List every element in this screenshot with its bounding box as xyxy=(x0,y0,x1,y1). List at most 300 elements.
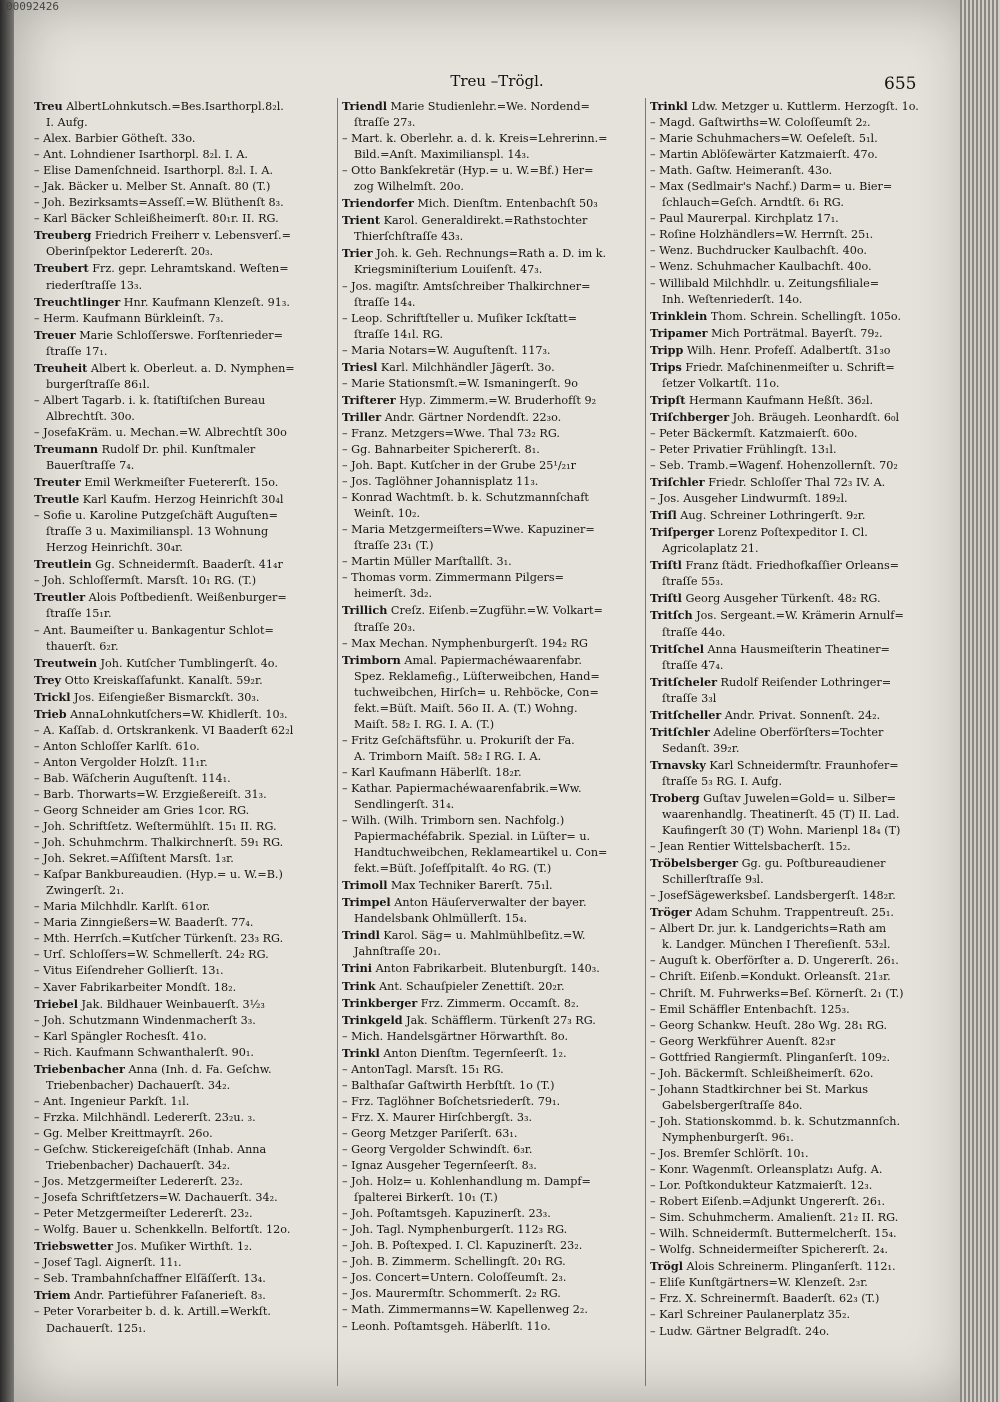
directory-entry xyxy=(650,491,946,507)
entry-surname: Tritſcheler xyxy=(650,674,717,689)
entry-text: ſtraſſe 23₁ (T.) xyxy=(354,539,434,553)
directory-entry xyxy=(34,980,330,996)
entry-text: Creſz. Eiſenb.=Zugführ.=W. Volkart= xyxy=(387,604,603,618)
entry-text: – Frz. X. Maurer Hirſchbergſt. 3₃. xyxy=(342,1110,533,1124)
entry-text: – Joh. Bäckermſt. Schleißheimerſt. 62o. xyxy=(650,1066,874,1080)
directory-entry xyxy=(650,1210,946,1226)
entry-text: AlbertLohnkutsch.=Bes.Isarthorpl.8₂l. xyxy=(62,100,284,113)
entry-text: – Sim. Schuhmcherm. Amalienſt. 21₂ II. RG. xyxy=(650,1211,899,1225)
directory-entry xyxy=(342,829,638,845)
entry-text: – Martin Ablöſewärter Katzmaierſt. 47o. xyxy=(650,148,878,162)
directory-entry xyxy=(650,227,946,243)
entry-text: Jos. Muſiker Wirthſt. 1₂. xyxy=(113,1240,253,1254)
directory-entry xyxy=(34,655,330,672)
entry-text: – Joh. Holz= u. Kohlenhandlung m. Dampf= xyxy=(342,1175,591,1189)
column-3 xyxy=(650,98,946,1340)
directory-entry xyxy=(342,1110,638,1126)
directory-entry xyxy=(342,717,638,733)
entry-text: ſtraſſe 15₁r. xyxy=(46,607,112,621)
directory-entry xyxy=(650,1050,946,1066)
entry-text: – Urſ. Schloſſers=W. Schmellerſt. 24₂ RG. xyxy=(34,948,269,962)
entry-surname: Tritſcheller xyxy=(650,707,722,722)
directory-entry xyxy=(342,1190,638,1206)
directory-entry xyxy=(34,491,330,508)
entry-text: – Wenz. Buchdrucker Kaulbachſt. 40o. xyxy=(650,244,867,258)
entry-text: – Karl Schreiner Paulanerplatz 35₂. xyxy=(650,1308,851,1322)
entry-text: – A. Kaſſab. d. Ortskrankenk. VI Baaderſt 62₂l xyxy=(34,723,294,737)
entry-text: – Thomas vorm. Zimmermann Pilgers= xyxy=(342,571,564,585)
directory-entry xyxy=(342,813,638,829)
entry-text: – Joh. Bapt. Kutſcher in der Grube 25¹/₂₁r xyxy=(342,459,576,473)
entry-surname: Triſchberger xyxy=(650,409,730,424)
directory-entry xyxy=(34,393,330,409)
entry-text: – Wenz. Schuhmacher Kaulbachſt. 40o. xyxy=(650,260,872,274)
directory-entry xyxy=(34,344,330,360)
entry-text: – Seb. Tramb.=Wagenf. Hohenzollernſt. 70₂ xyxy=(650,459,898,473)
directory-entry xyxy=(34,244,330,260)
directory-entry xyxy=(34,1061,330,1078)
directory-entry xyxy=(650,524,946,541)
entry-text: Friedrich Freiherr v. Lebensverſ.= xyxy=(91,229,291,243)
entry-text: – Jean Rentier Wittelsbacherſt. 15₂. xyxy=(650,840,851,854)
directory-entry xyxy=(34,1142,330,1158)
entry-text: Mich. Dienſtm. Entenbachſt 50₃ xyxy=(413,197,598,211)
entry-text: – Peter Bäckermſt. Katzmaierſt. 60o. xyxy=(650,426,858,440)
entry-text: Lorenz Poſtexpeditor I. Cl. xyxy=(714,526,868,540)
entry-text: ſtraſſe 14₁l. RG. xyxy=(354,327,444,341)
entry-text: – Joh. Schutzmann Windenmacherſt 3₃. xyxy=(34,1013,256,1027)
directory-entry xyxy=(342,1062,638,1078)
entry-text: Herzog Heinrichſt. 30₄r. xyxy=(46,541,183,555)
directory-entry xyxy=(342,262,638,278)
directory-entry xyxy=(650,921,946,937)
directory-entry xyxy=(650,953,946,969)
directory-entry xyxy=(650,888,946,904)
entry-text: – Geſchw. Stickereigeſchäft (Inhab. Anna xyxy=(34,1143,267,1156)
entry-text: ſtraſſe 5₃ RG. I. Aufg. xyxy=(662,774,783,788)
directory-entry xyxy=(650,426,946,442)
directory-entry xyxy=(342,701,638,717)
directory-entry xyxy=(650,1242,946,1258)
entry-text: – Jos. Metzgermeiſter Ledererſt. 23₂. xyxy=(34,1175,243,1189)
directory-entry xyxy=(34,755,330,771)
entry-text: Nymphenburgerſt. 96₁. xyxy=(662,1130,794,1144)
entry-surname: Trient xyxy=(342,213,381,228)
entry-surname: Trimoll xyxy=(342,878,388,893)
entry-text: – Joh. Bezirksamts=Asseſſ.=W. Blüthenſt 8₃. xyxy=(34,196,284,210)
directory-entry xyxy=(34,1287,330,1304)
directory-entry xyxy=(342,1045,638,1062)
entry-text: – Leop. Schriftſteller u. Muſiker Ickſtatt= xyxy=(342,311,577,325)
entry-text: – JosefaKräm. u. Mechan.=W. Albrechtſt 30o xyxy=(34,425,287,439)
entry-text: – Seb. Trambahnſchaffner Elſäſſerſt. 13₄. xyxy=(34,1272,266,1286)
entry-text: Mich Porträtmal. Bayerſt. 79₂. xyxy=(707,326,883,340)
entry-text: – JosefSägewerksbeſ. Landsbergerſt. 148₂r. xyxy=(650,889,896,903)
directory-entry xyxy=(342,1302,638,1318)
entry-text: Handtuchweibchen, Reklameartikel u. Con= xyxy=(354,846,608,860)
entry-surname: Trickl xyxy=(34,689,71,704)
entry-text: Sendlingerſt. 31₄. xyxy=(354,798,455,812)
entry-text: ſtraſſe 14₄. xyxy=(354,295,416,309)
directory-entry xyxy=(650,658,946,674)
directory-entry xyxy=(342,295,638,311)
directory-entry xyxy=(650,211,946,227)
entry-surname: Trnavsky xyxy=(650,757,706,772)
entry-text: Albrechtſt. 30o. xyxy=(46,409,135,423)
entry-surname: Trinkgeld xyxy=(342,1012,403,1027)
directory-entry xyxy=(34,458,330,474)
directory-entry xyxy=(34,963,330,979)
entry-text: – Paul Maurerpal. Kirchplatz 17₁. xyxy=(650,212,839,226)
directory-entry xyxy=(342,978,638,995)
entry-surname: Trey xyxy=(34,672,62,687)
entry-text: – Josefa Schriftſetzers=W. Dachauerſt. 34₂. xyxy=(34,1191,278,1205)
directory-entry xyxy=(342,845,638,861)
directory-entry xyxy=(34,260,330,277)
entry-text: – Gg. Bahnarbeiter Spichererſt. 8₁. xyxy=(342,442,540,456)
directory-entry xyxy=(34,573,330,589)
entry-text: – Vitus Eiſendreher Gollierſt. 13₁. xyxy=(34,964,224,978)
entry-text: – Franz. Metzgers=Wwe. Thal 73₂ RG. xyxy=(342,426,560,440)
directory-entry xyxy=(342,179,638,195)
entry-surname: Treutlein xyxy=(34,557,92,572)
directory-entry xyxy=(342,442,638,458)
entry-text: – Karl Spängler Rochesſt. 41o. xyxy=(34,1029,207,1043)
directory-entry xyxy=(650,757,946,774)
entry-text: – AntonTagl. Marsſt. 15₁ RG. xyxy=(342,1062,504,1076)
entry-surname: Trink xyxy=(342,978,376,993)
entry-text: Frz. gepr. Lehramtskand. Weſten= xyxy=(88,262,289,276)
directory-entry xyxy=(342,894,638,911)
directory-entry xyxy=(650,1146,946,1162)
entry-text: ſpalterei Birkerſt. 10₁ (T.) xyxy=(354,1191,498,1205)
entry-text: Schillerſtraſſe 9₃l. xyxy=(662,873,764,887)
entry-text: – Albert Tagarb. i. k. ſtatiſtiſchen Bureau xyxy=(34,393,266,407)
directory-entry xyxy=(34,163,330,179)
directory-entry xyxy=(34,851,330,867)
entry-surname: Trieb xyxy=(34,706,67,721)
directory-entry xyxy=(34,311,330,327)
directory-entry xyxy=(342,115,638,131)
entry-text: Papiermachéfabrik. Spezial. in Lüſter= u. xyxy=(354,830,591,844)
entry-text: Adam Schuhm. Trappentreuſt. 25₁. xyxy=(691,906,894,920)
entry-surname: Tröbelsberger xyxy=(650,856,739,871)
entry-surname: Tripamer xyxy=(650,325,708,340)
entry-surname: Treuheit xyxy=(34,360,88,375)
entry-text: Anton Fabrikarbeit. Blutenburgſt. 140₃. xyxy=(372,962,600,976)
entry-text: Gg. Schneidermſt. Baaderſt. 41₄r xyxy=(91,558,283,572)
directory-entry xyxy=(650,1098,946,1114)
directory-entry xyxy=(342,911,638,927)
entry-text: – Jos. magiſtr. Amtsſchreiber Thalkirchner= xyxy=(342,279,591,293)
entry-text: Emil Werkmeiſter Fuetererſt. 15o. xyxy=(80,476,279,490)
directory-entry xyxy=(34,1013,330,1029)
directory-entry xyxy=(34,1304,330,1320)
directory-entry xyxy=(650,1114,946,1130)
column-2 xyxy=(342,98,638,1335)
directory-entry xyxy=(650,607,946,624)
entry-text: – Wilh. (Wilh. Trimborn sen. Nachfolg.) xyxy=(342,814,565,828)
directory-entry xyxy=(650,741,946,757)
directory-entry xyxy=(342,311,638,327)
entry-text: zog Wilhelmſt. 20o. xyxy=(354,180,464,194)
entry-text: – Marie Schuhmachers=W. Oeſeleſt. 5₁l. xyxy=(650,132,878,146)
entry-text: Franz ſtädt. Friedhofkaſſier Orleans= xyxy=(681,559,900,573)
directory-entry xyxy=(650,458,946,474)
directory-entry xyxy=(342,1206,638,1222)
directory-entry xyxy=(650,1082,946,1098)
directory-entry xyxy=(342,927,638,944)
entry-text: Jos. Eiſengießer Bismarckſt. 30₃. xyxy=(70,690,260,704)
directory-entry xyxy=(34,867,330,883)
directory-entry xyxy=(650,774,946,790)
directory-entry xyxy=(34,819,330,835)
directory-entry xyxy=(34,327,330,344)
directory-entry xyxy=(342,797,638,813)
directory-entry xyxy=(342,327,638,343)
entry-text: – Roſine Holzhändlers=W. Herrnſt. 25₁. xyxy=(650,228,874,242)
directory-entry xyxy=(34,1321,330,1337)
directory-entry xyxy=(342,490,638,506)
entry-text: – Maria Metzgermeiſters=Wwe. Kapuziner= xyxy=(342,523,595,537)
directory-entry xyxy=(650,131,946,147)
entry-surname: Trier xyxy=(342,246,373,261)
entry-text: – Leonh. Poſtamtsgeh. Häberlſt. 11o. xyxy=(342,1319,551,1333)
entry-text: – Jos. Bremſer Schlörſt. 10₁. xyxy=(650,1147,809,1160)
entry-text: Joh. Kutſcher Tumblingerſt. 4o. xyxy=(96,656,278,670)
directory-entry xyxy=(650,674,946,691)
directory-entry xyxy=(342,602,638,619)
directory-entry xyxy=(342,765,638,781)
directory-entry xyxy=(650,392,946,409)
directory-entry xyxy=(342,1238,638,1254)
entry-text: – Maria Notars=W. Auguſtenſt. 117₃. xyxy=(342,343,551,357)
entry-surname: Treuer xyxy=(34,327,76,342)
entry-text: Joh. Bräugeh. Leonhardſt. 6₀l xyxy=(729,410,900,424)
directory-entry xyxy=(650,409,946,426)
directory-entry xyxy=(34,441,330,458)
directory-entry xyxy=(650,986,946,1002)
entry-text: – Mth. Herrſch.=Kutſcher Türkenſt. 23₃ RG. xyxy=(34,932,284,946)
entry-text: – Kaſpar Bankbureaudien. (Hyp.= u. W.=B.) xyxy=(34,868,283,882)
entry-surname: Tripſt xyxy=(650,392,686,407)
directory-entry xyxy=(650,590,946,607)
entry-surname: Treu xyxy=(34,99,63,113)
entry-text: Karol. Säg= u. Mahlmühlbeſitz.=W. xyxy=(379,929,586,943)
entry-text: Hermann Kaufmann Heßſt. 36₂l. xyxy=(685,393,874,407)
directory-entry xyxy=(34,899,330,915)
entry-text: Wilh. Henr. Profeſſ. Adalbertſt. 31₃o xyxy=(683,343,891,357)
directory-entry xyxy=(342,1078,638,1094)
entry-surname: Triendl xyxy=(342,99,387,113)
entry-surname: Trinkl xyxy=(342,1045,380,1060)
directory-entry xyxy=(342,538,638,554)
directory-entry xyxy=(342,652,638,669)
entry-text: Aug. Schreiner Lothringerſt. 9₂r. xyxy=(676,509,866,523)
directory-entry xyxy=(650,937,946,953)
entry-text: Andr. Privat. Sonnenſt. 24₂. xyxy=(721,708,881,722)
directory-entry xyxy=(342,474,638,490)
entry-text: Karl. Milchhändler Jägerſt. 3o. xyxy=(377,360,555,374)
entry-text: – Josef Tagl. Aignerſt. 11₁. xyxy=(34,1256,182,1270)
entry-text: Thom. Schrein. Schellingſt. 105o. xyxy=(707,309,902,323)
directory-entry xyxy=(342,131,638,147)
entry-text: – Johann Stadtkirchner bei St. Markus xyxy=(650,1082,868,1096)
entry-text: – Math. Gaſtw. Heimeranſt. 43o. xyxy=(650,164,833,178)
entry-text: Georg Ausgeher Türkenſt. 48₂ RG. xyxy=(681,592,881,606)
directory-entry xyxy=(34,377,330,393)
directory-entry xyxy=(34,278,330,294)
entry-text: Agricolaplatz 21. xyxy=(662,542,759,556)
directory-entry xyxy=(342,1222,638,1238)
entry-text: – Mart. k. Oberlehr. a. d. k. Kreis=Lehrerinn.= xyxy=(342,132,608,146)
entry-text: – Willibald Milchhdlr. u. Zeitungsfiliale= xyxy=(650,276,880,290)
entry-text: Alois Schreinerm. Plinganſerſt. 112₁. xyxy=(682,1260,896,1274)
entry-surname: Triſperger xyxy=(650,525,715,540)
directory-entry xyxy=(34,524,330,540)
directory-entry xyxy=(650,1275,946,1291)
entry-text: ſtraſſe 17₁. xyxy=(46,344,108,358)
entry-text: – Wilh. Schneidermſt. Buttermelcherſt. 15₄. xyxy=(650,1227,897,1241)
directory-entry xyxy=(342,781,638,797)
directory-entry xyxy=(34,996,330,1013)
directory-entry xyxy=(34,589,330,606)
directory-entry xyxy=(650,1226,946,1242)
directory-entry xyxy=(34,294,330,311)
entry-text: fekt.=Büſt. Maiſt. 56o II. A. (T.) Wohng. xyxy=(354,701,578,715)
directory-entry xyxy=(342,733,638,749)
entry-surname: Treuchtlinger xyxy=(34,294,121,309)
entry-text: Inh. Weſtenriederſt. 14o. xyxy=(662,292,803,306)
directory-entry xyxy=(342,1174,638,1190)
directory-entry xyxy=(34,803,330,819)
directory-entry xyxy=(342,163,638,179)
entry-text: Ant. Schauſpieler Zenettiſt. 20₂r. xyxy=(375,979,565,993)
entry-surname: Trifterer xyxy=(342,392,396,407)
entry-text: ſtraſſe 3₃l xyxy=(662,691,717,705)
directory-entry xyxy=(34,1238,330,1255)
entry-text: – Joh. Stationskommd. b. k. Schutzmannſch. xyxy=(650,1114,901,1128)
entry-text: – Max Mechan. Nymphenburgerſt. 194₂ RG xyxy=(342,636,588,650)
entry-text: riederſtraſſe 13₃. xyxy=(46,278,143,292)
directory-entry xyxy=(650,243,946,259)
directory-entry xyxy=(342,522,638,538)
entry-text: – Maria Milchhdlr. Karlſt. 61or. xyxy=(34,900,211,914)
directory-entry xyxy=(650,1291,946,1307)
entry-text: Bauerſtraſſe 7₄. xyxy=(46,459,135,473)
directory-entry xyxy=(342,944,638,960)
directory-entry xyxy=(342,749,638,765)
directory-entry xyxy=(34,1206,330,1222)
entry-text: Anna Hausmeiſterin Theatiner= xyxy=(703,642,890,656)
directory-entry xyxy=(342,392,638,409)
directory-entry xyxy=(342,861,638,877)
entry-surname: Troberg xyxy=(650,790,700,805)
entry-text: Kriegsminiſterium Louiſenſt. 47₃. xyxy=(354,263,543,277)
entry-text: Bild.=Anſt. Maximilianspl. 14₃. xyxy=(354,148,530,162)
entry-text: – Herm. Kaufmann Bürkleinſt. 7₃. xyxy=(34,311,224,325)
entry-text: Andr. Partieführer Faſanerieſt. 8₃. xyxy=(70,1289,266,1303)
directory-entry xyxy=(342,426,638,442)
directory-entry xyxy=(34,474,330,491)
page-edges xyxy=(960,0,1000,1402)
entry-text: Thierſchſtraſſe 43₃. xyxy=(354,230,464,244)
entry-surname: Trinkl xyxy=(650,99,688,113)
entry-text: – Ant. Lohndiener Isarthorpl. 8₂l. I. A. xyxy=(34,148,248,162)
directory-entry xyxy=(34,947,330,963)
directory-entry xyxy=(342,960,638,977)
entry-text: – Magd. Gaſtwirths=W. Coloſſeumſt 2₂. xyxy=(650,116,871,130)
directory-entry xyxy=(342,343,638,359)
entry-text: Anton Dienſtm. Tegernſeerſt. 1₂. xyxy=(379,1046,567,1060)
entry-text: Friedr. Maſchinenmeiſter u. Schrift= xyxy=(681,360,895,374)
entry-surname: Trips xyxy=(650,359,682,374)
directory-entry xyxy=(34,723,330,739)
directory-entry xyxy=(650,195,946,211)
entry-surname: Trini xyxy=(342,961,373,976)
directory-entry xyxy=(342,279,638,295)
entry-text: – Ludw. Gärtner Belgradſt. 24o. xyxy=(650,1324,830,1338)
entry-text: – Ant. Ingenieur Parkſt. 1₁l. xyxy=(34,1094,190,1108)
directory-entry xyxy=(650,707,946,724)
entry-surname: Trinklein xyxy=(650,308,708,323)
directory-entry xyxy=(34,1190,330,1206)
directory-entry xyxy=(34,931,330,947)
entry-text: heimerſt. 3d₂. xyxy=(354,587,433,601)
directory-entry xyxy=(650,1307,946,1323)
directory-entry xyxy=(650,904,946,921)
entry-text: – Robert Eiſenb.=Adjunkt Ungererſt. 26₁. xyxy=(650,1195,886,1209)
entry-text: – Bab. Wäſcherin Auguſtenſt. 114₁. xyxy=(34,771,231,785)
directory-entry xyxy=(650,308,946,325)
entry-text: Hyp. Zimmerm.=W. Bruderhofſt 9₂ xyxy=(395,393,597,407)
entry-text: Ldw. Metzger u. Kuttlerm. Herzogſt. 1o. xyxy=(687,100,919,113)
entry-text: – Georg Werkführer Auenſt. 82₃r xyxy=(650,1034,836,1048)
entry-surname: Tripp xyxy=(650,342,684,357)
directory-entry xyxy=(342,636,638,652)
directory-entry xyxy=(342,359,638,376)
entry-text: – Joh. B. Poſtexped. I. Cl. Kapuzinerſt. 23₂. xyxy=(342,1239,583,1253)
entry-surname: Tritſch xyxy=(650,608,693,623)
directory-entry xyxy=(342,1142,638,1158)
directory-entry xyxy=(34,179,330,195)
entry-text: – Konrad Wachtmſt. b. k. Schutzmannſchaft xyxy=(342,491,589,505)
directory-entry xyxy=(342,376,638,392)
entry-text: – Alex. Barbier Götheſt. 33o. xyxy=(34,132,196,146)
entry-text: Weinſt. 10₂. xyxy=(354,507,421,521)
directory-entry xyxy=(34,639,330,655)
entry-text: – Frz. Taglöhner Boſchetsriederſt. 79₁. xyxy=(342,1094,561,1108)
entry-surname: Triesl xyxy=(342,359,378,374)
entry-text: – Karl Kaufmann Häberlſt. 18₂r. xyxy=(342,765,522,779)
entry-surname: Triebswetter xyxy=(34,1239,113,1254)
entry-text: ſtraſſe 55₃. xyxy=(662,575,724,589)
directory-entry xyxy=(650,507,946,524)
directory-entry xyxy=(342,1286,638,1302)
entry-text: Oberinſpektor Ledererſt. 20₃. xyxy=(46,245,214,259)
directory-entry xyxy=(650,115,946,131)
entry-text: – Jos. Ausgeher Lindwurmſt. 189₂l. xyxy=(650,492,848,506)
directory-entry xyxy=(342,1012,638,1029)
entry-text: – Chriſt. Eiſenb.=Kondukt. Orleansſt. 21₃r. xyxy=(650,970,891,984)
entry-text: Friedr. Schloſſer Thal 72₃ IV. A. xyxy=(704,476,886,490)
directory-entry xyxy=(650,98,946,115)
entry-surname: Triſchler xyxy=(650,475,705,490)
directory-entry xyxy=(34,425,330,441)
directory-entry xyxy=(650,557,946,574)
directory-entry xyxy=(34,98,330,115)
directory-entry xyxy=(650,179,946,195)
